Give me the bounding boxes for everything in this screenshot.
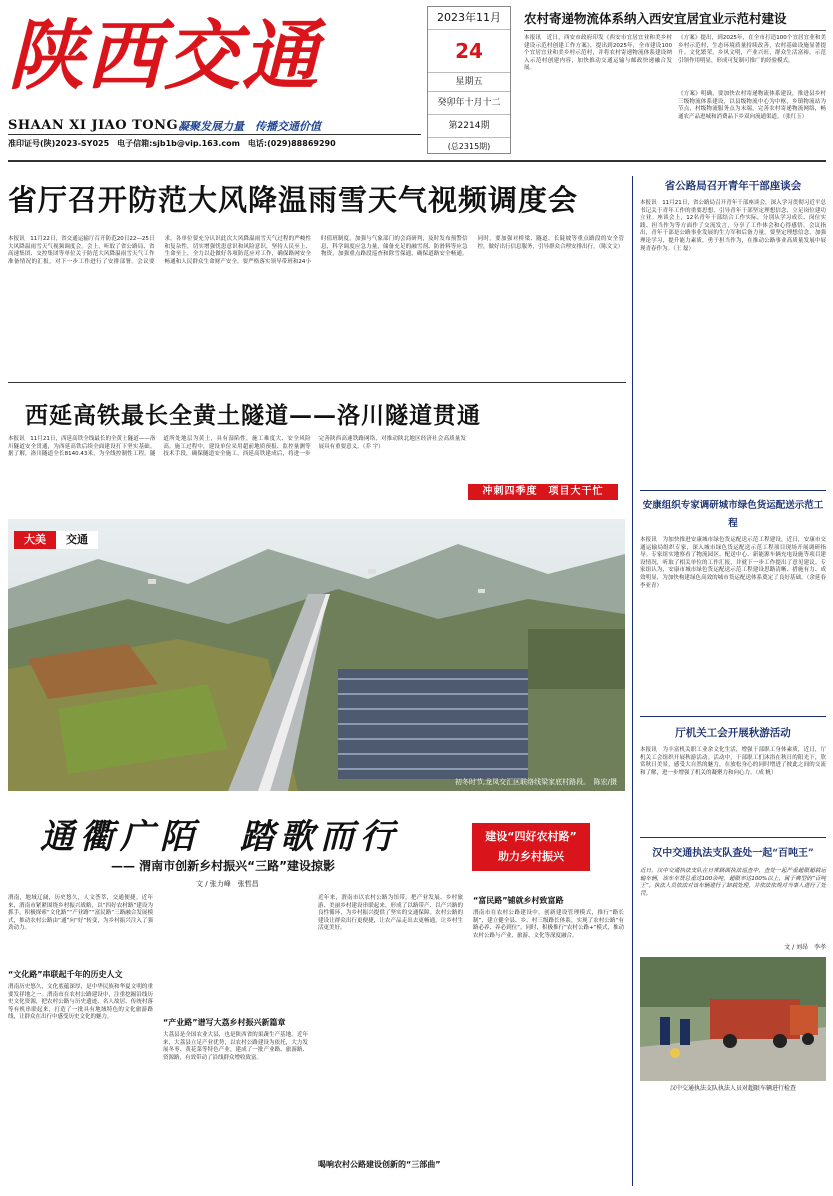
right-headline-1: 省公路局召开青年干部座谈会 [664,180,802,192]
truck-illustration [640,957,826,1081]
feature-subhead-3: “富民路”铺就乡村致富路 [473,896,564,905]
right-body-4: 近日，汉中交通执法支队在日常路面执法巡查中，查处一起严重超限超载运输车辆，该车车货总重达100余吨，超限率达100%以上，属于典型的“百吨王”。执法人员依法对该车辆进行了卸载处理，并依法依规对当事人进行了处罚。 [640,868,826,897]
photo-tag-2: 交通 [56,531,98,549]
feature-tag-line1: 建设“四好农村路” [485,830,577,843]
tunnel-headline: 西延高铁最长全黄土隧道——洛川隧道贯通 [25,402,481,429]
registration-line: 准印证号(陕)2023-SY025 电子信箱:sjb1b@vip.163.com 电话:(029)88869290 [8,139,336,148]
feature-byline: 文 / 张力峰 张哲昌 [196,880,259,888]
photo-tag-1: 大美 [14,531,56,549]
feature-tag [472,823,590,871]
feature-subhead-4: 喝响农村公路建设创新的“三部曲” [318,1160,441,1169]
feature-body [8,895,624,1191]
tunnel-article-body-tail [474,436,624,486]
feature-subhead-1: “文化路”串联起千年的历史人文 [8,970,123,979]
truck-photo-caption: 汉中交通执法支队执法人员对超限车辆进行检查 [669,1085,796,1092]
issue-number: 第2214期 [428,115,510,138]
top-right-article [524,8,826,158]
date-weekday: 星期五 [428,73,510,92]
feature-body-1b [163,895,308,1013]
date-year-month: 2023年11月 [428,7,510,30]
date-box [427,6,511,154]
feature-tag-line2: 助力乡村振兴 [498,850,564,863]
right-body-2: 本报讯 为加快推进安康城市绿色货运配送示范工程建设，近日，安康市交通运输局组织专家，深入城市绿色货运配送示范工程项目现场开展调研指导。专家组实地察看了物流园区、配送中心、新能源车辆充电设施等项目建设情况，听取了相关单位的工作汇报，并就下一步工作提出了意见建议。专家组认为，安康市城市绿色货运配送示范工程建设思路清晰、措施有力、成效明显，为加快构建绿色高效的城市货运配送体系奠定了良好基础。（余延春 李亚青） [640,537,832,589]
feature-body-4: 渭南市在农村公路建设中，创新建设管理模式，推行“路长制”，建立健全县、乡、村三级路长体系，实现了农村公路“有路必养、养必到位”。同时，积极推行“农村公路+”模式，推动农村公路与产业、旅游、文化等深度融合。 [473,910,624,939]
feature-lead: 渭南，地域辽阔，历史悠久，人文荟萃，交通便捷。近年来，渭南市紧紧围绕乡村振兴战略，以“四好农村路”建设为抓手，积极探索“文化路”“产业路”“富民路”三路融合发展模式，推动农村公路由“通”向“好”转变，为乡村振兴注入了强劲动力。 [8,895,153,932]
feature-body-1: 渭南历史悠久，文化底蕴深厚，是中华民族和华夏文明的重要发祥地之一。渭南市在农村公路建设中，注重挖掘沿线历史文化资源，把农村公路与历史遗迹、名人故居、传统村落等有机串联起来，打造了一批具有地域特色的文化旅游路线，让群众在出行中感受历史文化的魅力。 [8,984,153,1021]
tunnel-article-body: 本报讯 11月21日，西延高铁全线最长的全黄土隧道——洛川隧道安全贯通，为西延高铁后续全面建设打下坚实基础。据了解，洛川隧道全长8140.43米，为全线控制性工程。隧道所处地层为黄土，具有湿陷性，施工难度大、安全风险高。施工过程中，建设单位采用超前地质预报、监控量测等技术手段，确保隧道安全施工。西延高铁建成后，将进一步完善陕西高速铁路网络，对推动陕北地区经济社会高质量发展具有重要意义。（乔 宇） [8,436,466,458]
right-headline-3: 厅机关工会开展秋游活动 [675,727,791,739]
top-right-body-col1: 本报讯 近日，西安市政府印发《西安市宜居宜业和美乡村建设示范村创建工作方案》，提出到2025年，全市建设100个宜居宜业和美乡村示范村，并将农村寄递物流体系建设纳入示范村创建内容，加快推动交通运输与邮政快递融合发展。 [524,35,672,72]
masthead-slogan: 凝聚发展力量 传播交通价值 [178,120,321,133]
right-headline-2: 安康组织专家调研城市绿色货运配送示范工程 [642,500,824,529]
feature-subhead-2: “产业路”谱写大荔乡村振兴新篇章 [163,1018,286,1027]
highway-photo [8,519,625,791]
date-day: 24 [428,30,510,73]
right-body-1: 本报讯 11月21日，省公路局召开青年干部座谈会，深入学习贯彻习近平总书记关于青年工作的重要思想，引导青年干部坚定理想信念，立足岗位建功立业。座谈会上，12名青年干部结合工作实际，分别从学习成长、岗位实践、担当作为等方面作了交流发言，分享了工作体会和心得感悟。会议指出，青年干部是公路事业发展的生力军和后备力量，要坚定理想信念，加强理论学习，提升能力素质，勇于担当作为，在推动公路事业高质量发展中展现青春作为。（王 磊） [640,200,826,252]
feature-subtitle: —— 渭南市创新乡村振兴“三路”建设掠影 [111,859,335,873]
project-tag: 冲刺四季度 项目大干忙 [468,484,618,500]
truck-photo [640,957,826,1081]
top-right-body-col3: 《方案》明确，要加快农村寄递物流体系建设，推进县乡村三级物流体系建设，以县级物流中心为中枢，乡镇物流站为节点，村级物流服务点为末端，完善农村寄递物流网络，畅通农产品进城和消费品下乡双向流通渠道。（张红玉） [678,91,826,120]
date-lunar: 癸卯年十月十二 [428,92,510,115]
right-column [640,176,832,1191]
landscape-illustration [8,519,625,791]
masthead-pinyin: SHAAN XI JIAO TONG [8,118,179,133]
top-right-headline: 农村寄递物流体系纳入西安宜居宜业示范村建设 [524,8,826,31]
top-right-body-col2: 《方案》提出，到2025年，在全市打造100个宜居宜业和美乡村示范村，生态环境质量持续改善，农村基础设施显著提升。文化繁荣，乡风文明，产业兴旺，群众生活富裕，示范引领作用明显，形成可复制可推广的经验模式。 [678,35,826,64]
right-headline-4: 汉中交通执法支队查处一起“百吨王” [652,848,814,859]
main-headline: 省厅召开防范大风降温雨雪天气视频调度会 [8,183,579,217]
total-issue: (总2315期) [447,142,491,151]
photo-caption: 初冬时节,龙凤交汇区联络线梁家底村路段。 陈宏/摄 [454,778,617,786]
masthead-logo: 陕西交通 [8,11,320,100]
feature-body-2: 大荔县是全国农业大县，也是陕西省的果蔬生产基地。近年来，大荔县立足产业优势，以农村公路建设为依托，大力发展冬枣、黄花菜等特色产业，建成了一批产业路、旅游路、资源路，有效带动了沿线群众增收致富。 [163,1032,308,1061]
feature-body-3: 近年来，渭南市以农村公路为纽带，把产业发展、乡村旅游、美丽乡村建设串联起来，形成了以路带产、以产兴路的良性循环，为乡村振兴提供了坚实的交通保障。农村公路的建设让群众出行更便捷，让农产品走出去更畅通，让乡村生活更美好。 [318,895,463,932]
right-body-3: 本报讯 为丰富机关职工业余文化生活，增强干部职工身体素质，近日，厅机关工会组织开展秋游活动。活动中，干部职工们沐浴在秋日的阳光下，欣赏秋日美景，感受大自然的魅力，在放松身心的同时增进了彼此之间的交流和了解，进一步增强了机关的凝聚力和向心力。（成 帆） [640,747,826,776]
right-byline-4: 文 / 刘昂 李孝 [784,944,826,951]
feature-title: 通衢广陌 踏歌而行 [40,817,400,857]
main-article-body: 本报讯 11月22日，省交通运输厅召开防范20日22—25日大风降温雨雪天气视频调度会。会上，听取了省公路局、省高速集团、交控集团等单位关于防范大风降温雨雪天气工作准备情况的汇报，对下一步工作进行了安排部署。会议要求，各单位要充分认识此次大风降温雨雪天气过程的严峻性和复杂性，切实增强忧患意识和风险意识，坚持人民至上、生命至上，全力以赴做好各项防范应对工作，确保路网安全畅通和人民群众生命财产安全。要严格落实领导带班和24小时值班制度，加强与气象部门的会商研判，及时发布预警信息，科学调度应急力量，储备充足的融雪剂、防滑料等应急物资，加强重点路段巡查和除雪保通，确保道路安全畅通。同时，要加强对桥梁、隧道、长陡坡等重点路段的安全管控，做好出行信息服务，引导群众合理安排出行。（陈文文） [8,236,624,265]
